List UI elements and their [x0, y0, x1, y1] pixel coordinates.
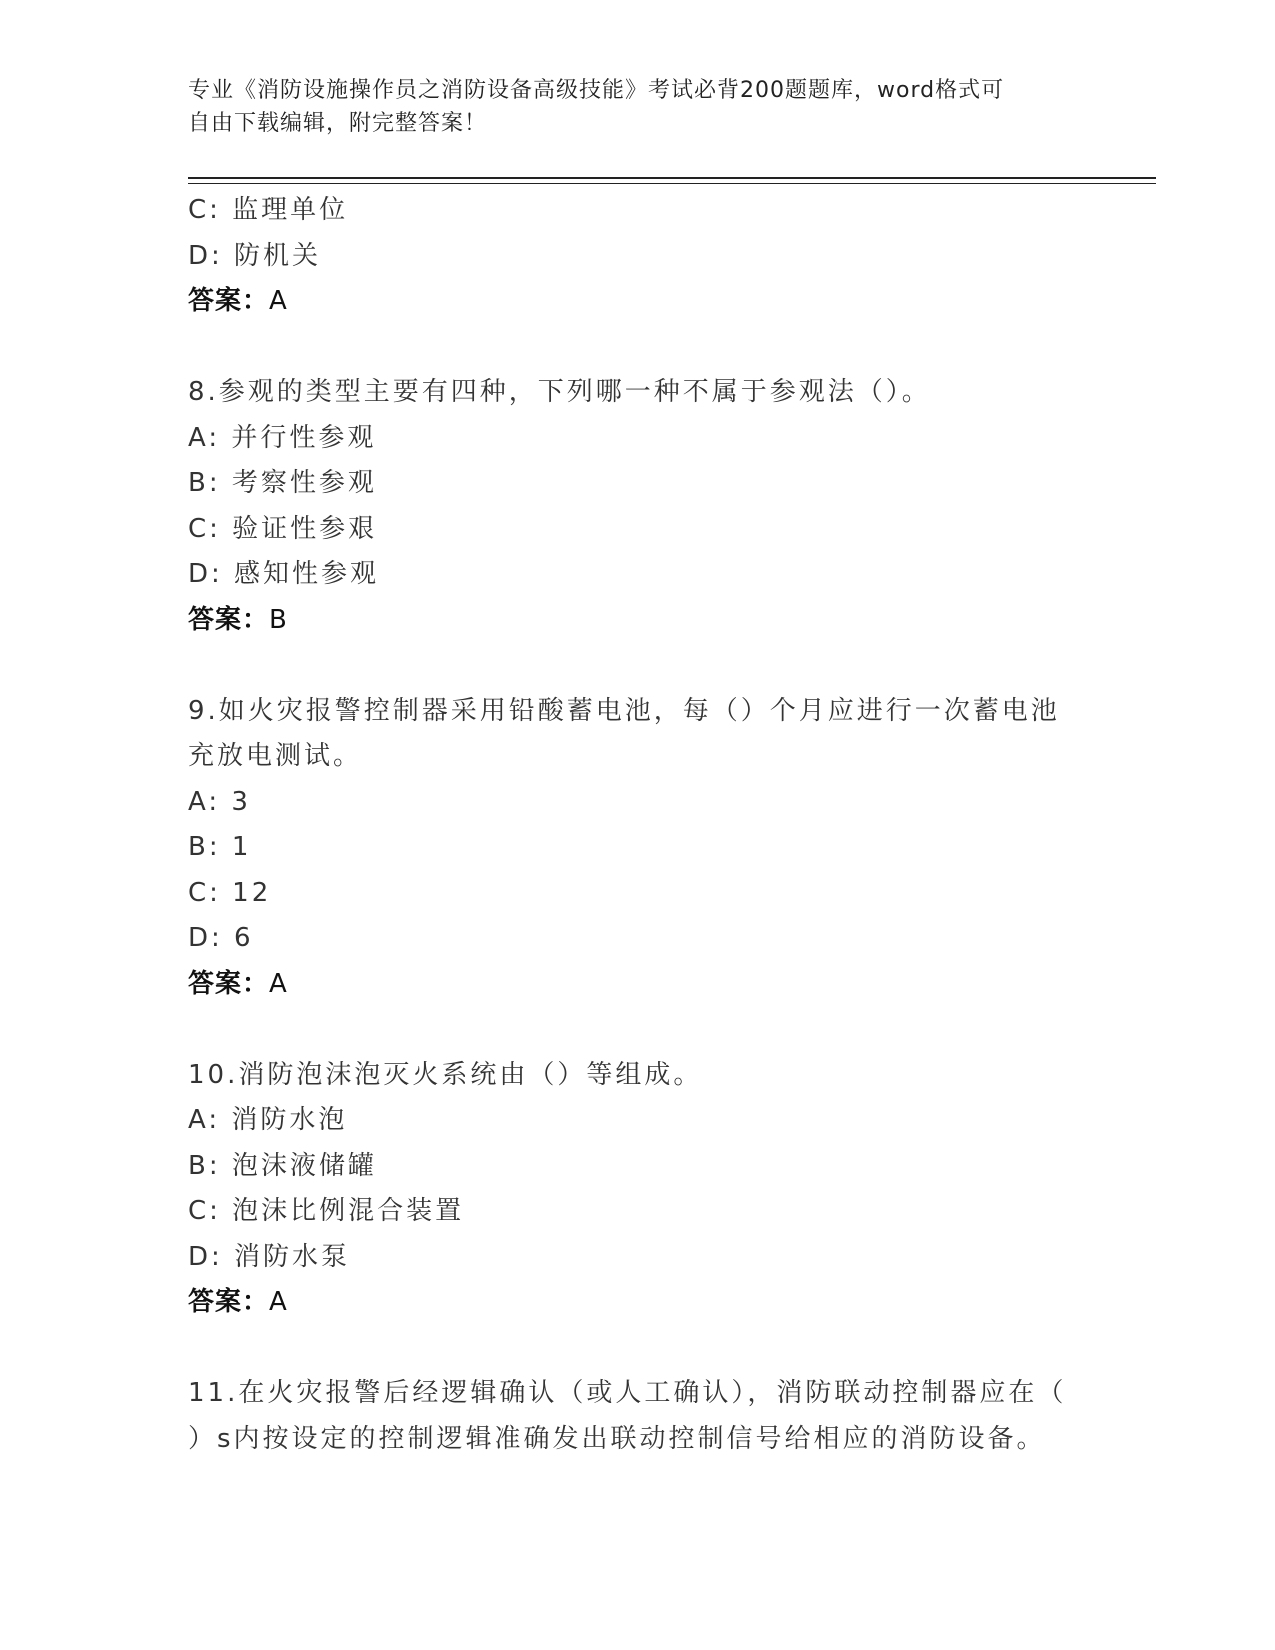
- q8-option-b: B: 考察性参观: [188, 468, 377, 498]
- document-header: [188, 74, 1078, 140]
- q7-answer-label: 答案：: [188, 286, 270, 316]
- spacer: [188, 1326, 1088, 1372]
- q7-option-d: D: 防机关: [188, 240, 322, 271]
- q11-question-line-1: 11.在火灾报警后经逻辑确认（或人工确认），消防联动控制器应在（: [188, 1378, 1067, 1408]
- question-8-block: [188, 370, 1088, 643]
- q8-question: 8.参观的类型主要有四种，下列哪一种不属于参观法（）。: [188, 377, 931, 407]
- q8-answer: [188, 598, 1088, 644]
- header-line-1: 专业《消防设施操作员之消防设备高级技能》考试必背200题题库，word格式可: [188, 78, 1005, 103]
- spacer: [188, 643, 1088, 689]
- header-rule-thin: [188, 183, 1156, 184]
- q10-option-c: C: 泡沫比例混合装置: [188, 1196, 465, 1226]
- q7-answer-value: A: [269, 286, 288, 316]
- q10-question: 10.消防泡沫泡灭火系统由（）等组成。: [188, 1059, 703, 1090]
- header-rule-thick: [188, 177, 1156, 179]
- q8-option-d: D: 感知性参观: [188, 559, 380, 589]
- q9-option-b: B: 1: [188, 832, 252, 862]
- q8-option-a: A: 并行性参观: [188, 422, 377, 453]
- question-11-block: [188, 1371, 1088, 1462]
- q8-option-c: C: 验证性参艰: [188, 513, 378, 544]
- q9-option-c: C: 12: [188, 877, 272, 908]
- q7-option-c: C: 监理单位: [188, 195, 349, 225]
- spacer: [188, 325, 1088, 371]
- q9-answer-value: A: [269, 968, 288, 999]
- q9-question-line-1: 9.如火灾报警控制器采用铅酸蓄电池，每（）个月应进行一次蓄电池: [188, 695, 1060, 726]
- question-7-block: [188, 188, 1088, 325]
- q9-answer-label: 答案：: [188, 968, 270, 999]
- q9-option-d: D: 6: [188, 923, 254, 953]
- q9-answer: [188, 962, 1088, 1008]
- q8-answer-value: B: [269, 604, 288, 635]
- q10-option-d: D: 消防水泵: [188, 1241, 351, 1272]
- q11-question-line-2: ）s内按设定的控制逻辑准确发出联动控制信号给相应的消防设备。: [188, 1423, 1046, 1454]
- q9-question-line-2: 充放电测试。: [188, 741, 363, 771]
- question-10-block: [188, 1053, 1088, 1326]
- q7-answer: [188, 279, 1088, 325]
- question-list: [188, 188, 1088, 1462]
- q9-option-a: A: 3: [188, 786, 251, 817]
- q10-option-a: A: 消防水泡: [188, 1105, 348, 1135]
- q10-option-b: B: 泡沫液储罐: [188, 1150, 377, 1181]
- q10-answer: [188, 1280, 1088, 1326]
- q8-answer-label: 答案：: [188, 604, 270, 635]
- question-9-block: [188, 689, 1088, 1008]
- q10-answer-label: 答案：: [188, 1287, 270, 1317]
- header-line-2: 自由下载编辑，附完整答案！: [188, 111, 488, 136]
- q10-answer-value: A: [269, 1287, 288, 1317]
- spacer: [188, 1007, 1088, 1053]
